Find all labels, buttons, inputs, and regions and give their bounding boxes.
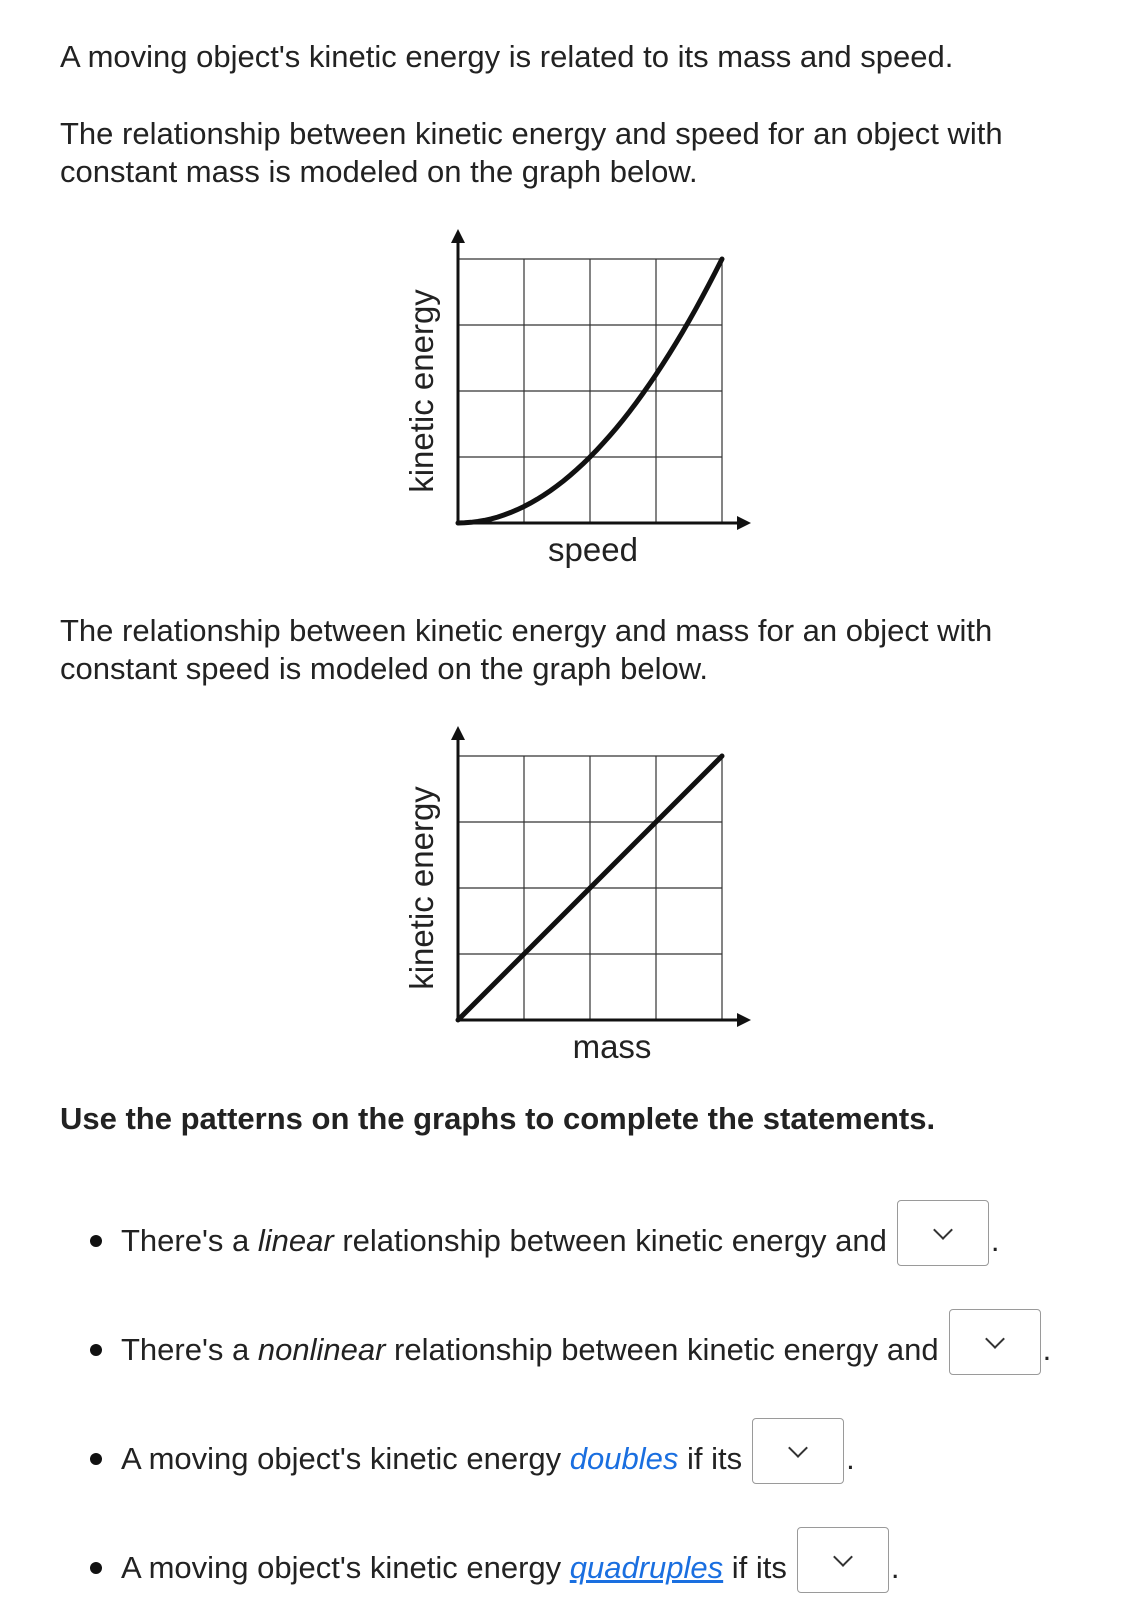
statement-4-emph: quadruples	[569, 1550, 724, 1585]
mass-graph	[395, 722, 765, 1082]
statement-2-post: relationship between kinetic energy and	[385, 1332, 939, 1367]
statement-1-period: .	[990, 1223, 1000, 1258]
statement-1-pre: There's a	[121, 1223, 258, 1258]
statement-1-post: relationship between kinetic energy and	[333, 1223, 887, 1258]
x-axis-arrow-icon	[737, 1013, 751, 1027]
statement-1-dropdown[interactable]	[897, 1200, 989, 1266]
statement-2	[90, 1317, 1051, 1383]
statement-3-dropdown[interactable]	[752, 1418, 844, 1484]
statement-3-post: if its	[678, 1441, 743, 1476]
statement-2-dropdown[interactable]	[949, 1309, 1041, 1375]
chevron-down-icon	[833, 1547, 853, 1567]
x-axis-arrow-icon	[737, 516, 751, 530]
intro-text: A moving object's kinetic energy is related to its mass and speed.	[60, 39, 954, 74]
speed-graph-ylabel: kinetic energy	[403, 289, 440, 493]
chevron-down-icon	[788, 1438, 808, 1458]
mass-graph-ylabel: kinetic energy	[403, 786, 440, 990]
chevron-down-icon	[933, 1220, 953, 1240]
statement-1-emph: linear	[257, 1223, 334, 1258]
chevron-down-icon	[985, 1329, 1005, 1349]
speed-graph	[395, 225, 765, 585]
statement-4-dropdown[interactable]	[797, 1527, 889, 1593]
mass-graph-xlabel: mass	[572, 1028, 652, 1065]
instructions: Use the patterns on the graphs to complete the statements.	[60, 1101, 936, 1136]
statement-4-pre: A moving object's kinetic energy	[121, 1550, 570, 1585]
speed-graph-svg	[395, 225, 765, 585]
speed-graph-axes	[458, 241, 740, 523]
mass-graph-svg	[395, 722, 765, 1082]
bullet-icon	[90, 1562, 102, 1574]
speed-graph-description: The relationship between kinetic energy and speed for an object with constant mass is modeled on the graph below.	[60, 116, 1003, 189]
speed-graph-grid	[458, 259, 722, 523]
statement-2-pre: There's a	[121, 1332, 258, 1367]
statement-2-period: .	[1042, 1332, 1052, 1367]
bullet-icon	[90, 1453, 102, 1465]
statement-4-post: if its	[723, 1550, 787, 1585]
statement-3-period: .	[846, 1441, 855, 1476]
statement-3	[90, 1426, 855, 1492]
y-axis-arrow-icon	[451, 726, 465, 740]
statement-3-emph: doubles	[569, 1441, 679, 1476]
statement-4	[90, 1535, 900, 1601]
bullet-icon	[90, 1344, 102, 1356]
statement-2-emph: nonlinear	[257, 1332, 386, 1367]
statement-3-pre: A moving object's kinetic energy	[121, 1441, 570, 1476]
bullet-icon	[90, 1235, 102, 1247]
y-axis-arrow-icon	[451, 229, 465, 243]
speed-graph-xlabel: speed	[548, 531, 638, 568]
statement-4-period: .	[890, 1550, 900, 1585]
mass-graph-description: The relationship between kinetic energy and mass for an object with constant speed is modeled on the graph below.	[60, 613, 993, 686]
statement-1	[90, 1208, 1000, 1274]
